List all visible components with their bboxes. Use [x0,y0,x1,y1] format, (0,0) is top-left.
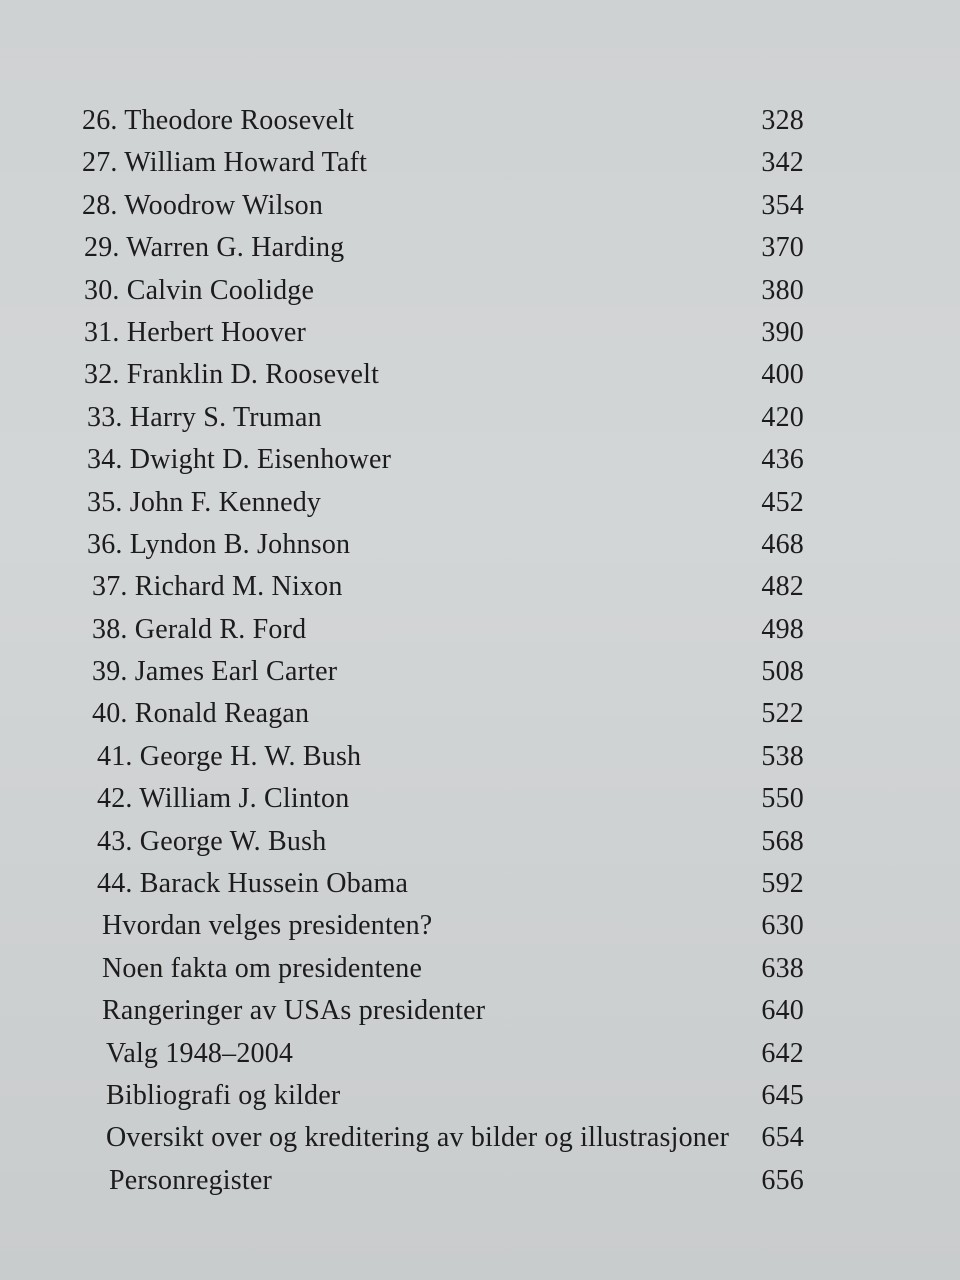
toc-entry-page-number: 342 [761,147,804,179]
toc-entry-title: Hvordan velges presidenten? [102,910,433,942]
toc-entry-title: 38. Gerald R. Ford [92,613,307,645]
toc-entry [82,1117,812,1159]
toc-entry-title: 40. Ronald Reagan [92,698,310,730]
toc-entry [82,1075,812,1117]
toc-entry [82,905,812,947]
toc-entry-page-number: 482 [761,571,804,603]
toc-entry-title: 35. John F. Kennedy [87,486,322,518]
toc-entry-title: 31. Herbert Hoover [84,316,307,348]
toc-entry-page-number: 645 [761,1079,804,1111]
toc-entry [82,312,812,354]
toc-entry-page-number: 640 [761,995,804,1027]
toc-entry-title: 41. George H. W. Bush [97,740,362,772]
toc-entry [82,1160,812,1202]
toc-entry-title: 29. Warren G. Harding [84,232,345,264]
toc-entry-title: Bibliografi og kilder [106,1079,341,1111]
toc-entry-title: 28. Woodrow Wilson [82,189,324,221]
toc-entry [82,990,812,1032]
toc-entry [82,524,812,566]
toc-entry-title: Oversikt over og kreditering av bilder og illustrasjoner [106,1122,730,1154]
toc-entry-title: Rangeringer av USAs presidenter [102,995,486,1027]
toc-entry-page-number: 654 [761,1122,804,1154]
toc-entry-page-number: 656 [761,1164,804,1196]
toc-entry [82,863,812,905]
toc-entry-title: 39. James Earl Carter [92,656,338,688]
toc-entry [82,651,812,693]
toc-entry-page-number: 436 [761,444,804,476]
toc-entry-page-number: 468 [761,528,804,560]
toc-entry [82,270,812,312]
table-of-contents [82,100,812,1202]
toc-entry-page-number: 638 [761,952,804,984]
toc-entry [82,948,812,990]
toc-entry-title: 36. Lyndon B. Johnson [87,528,351,560]
toc-entry-page-number: 498 [761,613,804,645]
toc-entry [82,185,812,227]
toc-entry-title: 33. Harry S. Truman [87,401,322,433]
toc-entry-page-number: 568 [761,825,804,857]
toc-entry [82,736,812,778]
toc-entry-page-number: 420 [761,401,804,433]
toc-entry [82,566,812,608]
toc-entry [82,609,812,651]
toc-entry-title: 27. William Howard Taft [82,147,368,179]
toc-entry [82,778,812,820]
toc-entry-title: Noen fakta om presidentene [102,952,423,984]
toc-entry [82,100,812,142]
toc-entry [82,439,812,481]
toc-entry-page-number: 592 [761,868,804,900]
toc-entry-page-number: 550 [761,783,804,815]
toc-entry [82,482,812,524]
toc-entry-page-number: 380 [761,274,804,306]
toc-entry-title: 42. William J. Clinton [97,783,350,815]
toc-entry-title: 34. Dwight D. Eisenhower [87,444,392,476]
toc-entry-page-number: 642 [761,1037,804,1069]
toc-entry-page-number: 370 [761,232,804,264]
toc-entry-title: 30. Calvin Coolidge [84,274,315,306]
toc-entry-title: 32. Franklin D. Roosevelt [84,359,380,391]
toc-entry-title: 37. Richard M. Nixon [92,571,343,603]
toc-entry [82,821,812,863]
toc-entry [82,1033,812,1075]
toc-entry-title: 43. George W. Bush [97,825,327,857]
toc-entry [82,227,812,269]
toc-entry [82,397,812,439]
toc-entry-page-number: 328 [761,105,804,136]
toc-entry-title: Valg 1948–2004 [106,1037,294,1069]
toc-entry-title: Personregister [109,1164,272,1196]
toc-entry-title: 44. Barack Hussein Obama [97,868,409,900]
toc-entry-page-number: 522 [761,698,804,730]
toc-entry-title: 26. Theodore Roosevelt [82,105,355,136]
toc-entry-page-number: 354 [761,189,804,221]
toc-entry [82,693,812,735]
toc-entry [82,354,812,396]
toc-entry [82,142,812,184]
toc-entry-page-number: 400 [761,359,804,391]
toc-entry-page-number: 630 [761,910,804,942]
toc-entry-page-number: 452 [761,486,804,518]
toc-entry-page-number: 390 [761,316,804,348]
toc-entry-page-number: 538 [761,740,804,772]
toc-entry-page-number: 508 [761,656,804,688]
